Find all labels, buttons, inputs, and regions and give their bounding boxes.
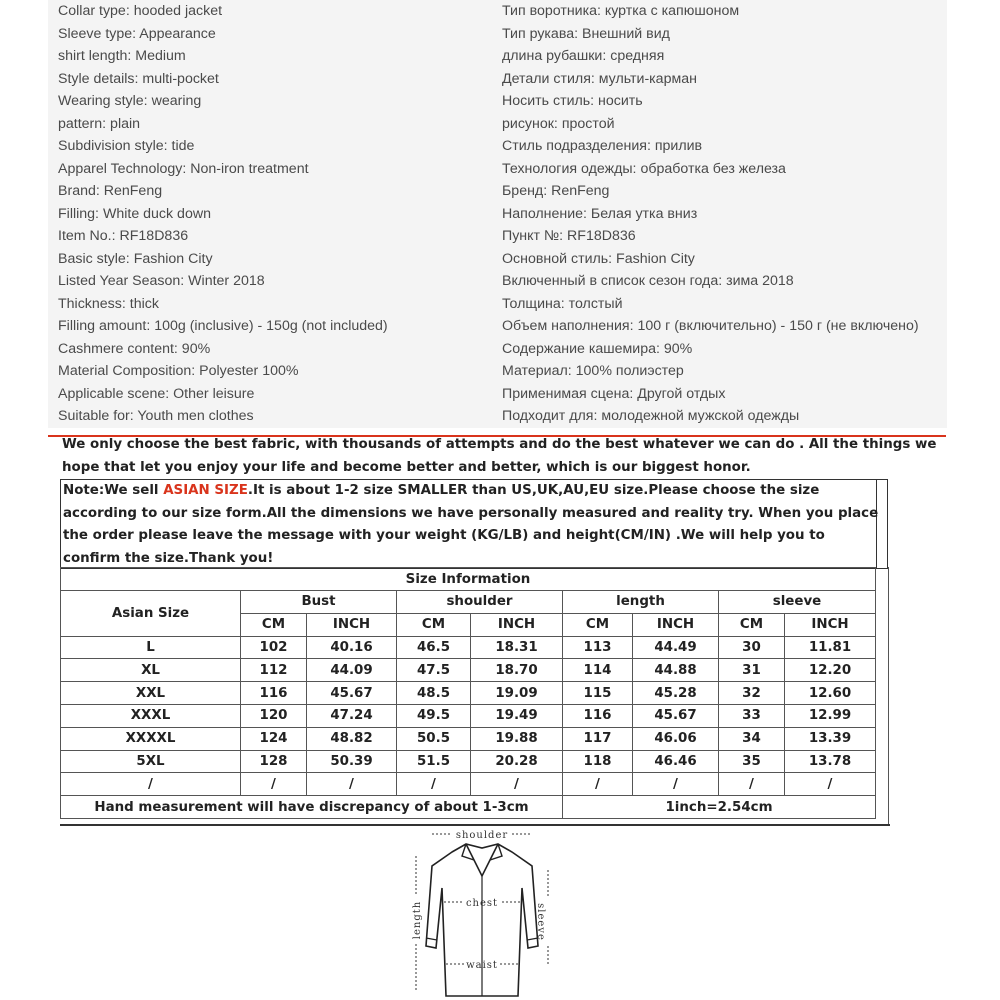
measure-cell: 18.70 xyxy=(471,659,563,682)
measure-cell: / xyxy=(241,773,307,796)
measure-cell: 33 xyxy=(719,704,785,727)
measure-cell: 40.16 xyxy=(307,636,397,659)
unit-header: CM xyxy=(719,613,785,636)
size-information-section xyxy=(60,567,890,826)
size-cell: 5XL xyxy=(61,750,241,773)
spec-row: Тип рукава: Внешний вид xyxy=(502,25,670,42)
spec-row: Thickness: thick xyxy=(58,295,159,312)
spec-row: Стиль подразделения: прилив xyxy=(502,138,703,154)
intro-text: We only choose the best fabric, with thousands of attempts and do the best whatever we can do . All the things we hope that let you enjoy your life and become better and better, which is our biggest honor. xyxy=(62,437,937,475)
spec-row: Детали стиля: мульти-карман xyxy=(502,70,697,87)
spec-row: Толщина: толстый xyxy=(502,295,623,312)
measure-cell: 118 xyxy=(563,750,633,773)
measure-cell: 12.60 xyxy=(785,682,876,705)
measure-cell: 46.5 xyxy=(397,636,471,659)
measure-cell: / xyxy=(719,773,785,796)
unit-header: CM xyxy=(397,613,471,636)
spec-row: Содержание кашемира: 90% xyxy=(502,340,693,357)
spec-row: Cashmere content: 90% xyxy=(58,340,211,357)
table-row xyxy=(61,704,876,727)
measure-cell: 50.5 xyxy=(397,727,471,750)
spec-row: Collar type: hooded jacket xyxy=(58,3,223,19)
spec-row: Wearing style: wearing xyxy=(58,93,202,109)
measure-cell: 50.39 xyxy=(307,750,397,773)
measure-cell: 30 xyxy=(719,636,785,659)
sleeve-label: sleeve xyxy=(535,903,546,941)
unit-header: INCH xyxy=(785,613,876,636)
spec-row: Subdivision style: tide xyxy=(58,138,195,154)
spec-row: Basic style: Fashion City xyxy=(58,250,213,267)
measure-cell: 115 xyxy=(563,682,633,705)
measure-cell: 19.88 xyxy=(471,727,563,750)
size-cell: XL xyxy=(61,659,241,682)
measure-cell: 31 xyxy=(719,659,785,682)
measure-cell: 51.5 xyxy=(397,750,471,773)
measure-cell: 19.49 xyxy=(471,704,563,727)
size-cell: L xyxy=(61,636,241,659)
spec-row: Item No.: RF18D836 xyxy=(58,228,189,244)
table-row xyxy=(61,727,876,750)
table-row xyxy=(61,682,876,705)
asian-size-highlight: ASIAN SIZE xyxy=(163,483,248,498)
spec-row: Включенный в список сезон года: зима 2018 xyxy=(502,273,794,289)
unit-header: INCH xyxy=(633,613,719,636)
measure-cell: 46.06 xyxy=(633,727,719,750)
spec-row: Бренд: RenFeng xyxy=(502,183,610,199)
spec-row: shirt length: Medium xyxy=(58,48,186,64)
spec-row: Пункт №: RF18D836 xyxy=(502,228,636,244)
measure-cell: / xyxy=(307,773,397,796)
spec-row: Материал: 100% полиэстер xyxy=(502,363,684,379)
measure-cell: 113 xyxy=(563,636,633,659)
measure-cell: 20.28 xyxy=(471,750,563,773)
measure-cell: 34 xyxy=(719,727,785,750)
measure-cell: 12.99 xyxy=(785,704,876,727)
spec-row: pattern: plain xyxy=(58,115,141,132)
measure-cell: 35 xyxy=(719,750,785,773)
spec-row: Suitable for: Youth men clothes xyxy=(58,408,254,424)
asian-size-header: Asian Size xyxy=(61,591,241,637)
measure-cell: 45.67 xyxy=(307,682,397,705)
measure-cell: 46.46 xyxy=(633,750,719,773)
measurement-discrepancy-note: Hand measurement will have discrepancy of about 1-3cm xyxy=(61,796,563,819)
measure-cell: 13.78 xyxy=(785,750,876,773)
group-header: sleeve xyxy=(719,591,876,614)
spec-row: Style details: multi-pocket xyxy=(58,70,219,87)
measure-cell: 112 xyxy=(241,659,307,682)
spec-row: Тип воротника: куртка с капюшоном xyxy=(502,3,740,19)
measure-cell: 45.67 xyxy=(633,704,719,727)
measure-cell: 116 xyxy=(241,682,307,705)
length-label: length xyxy=(412,900,423,940)
size-cell: / xyxy=(61,773,241,796)
measure-cell: / xyxy=(785,773,876,796)
table-row xyxy=(61,773,876,796)
inch-conversion-note: 1inch=2.54cm xyxy=(563,796,876,819)
measure-cell: / xyxy=(633,773,719,796)
unit-header: CM xyxy=(241,613,307,636)
measure-cell: 48.5 xyxy=(397,682,471,705)
table-row xyxy=(61,659,876,682)
spec-list-english xyxy=(58,0,388,428)
measure-cell: 13.39 xyxy=(785,727,876,750)
note-suffix: .It is about 1-2 size SMALLER than US,UK,AU,EU size.Please choose the size according to our size form.All the dimensions we have personally measured and reality try. When you place the order please leave the message with your weight (KG/LB) and height(CM/IN) .We will help you to confirm the size.Thank you! xyxy=(63,483,879,566)
measure-cell: 44.09 xyxy=(307,659,397,682)
spec-row: Listed Year Season: Winter 2018 xyxy=(58,273,265,289)
measure-cell: / xyxy=(471,773,563,796)
measure-cell: / xyxy=(397,773,471,796)
table-footer-row xyxy=(61,796,876,819)
chest-label: chest xyxy=(465,898,499,909)
spec-row: рисунок: простой xyxy=(502,115,615,132)
measure-cell: 47.5 xyxy=(397,659,471,682)
measure-cell: 128 xyxy=(241,750,307,773)
group-header: length xyxy=(563,591,719,614)
group-header: Bust xyxy=(241,591,397,614)
spec-row: Носить стиль: носить xyxy=(502,93,643,109)
spec-row: Filling: White duck down xyxy=(58,205,211,222)
spec-row: Применимая сцена: Другой отдых xyxy=(502,385,726,402)
measure-cell: 11.81 xyxy=(785,636,876,659)
size-table-title: Size Information xyxy=(61,568,876,591)
spec-row: Наполнение: Белая утка вниз xyxy=(502,205,698,222)
measure-cell: 47.24 xyxy=(307,704,397,727)
measure-cell: 18.31 xyxy=(471,636,563,659)
table-row xyxy=(61,750,876,773)
measure-cell: 102 xyxy=(241,636,307,659)
measure-cell: 44.88 xyxy=(633,659,719,682)
spec-row: длина рубашки: средняя xyxy=(502,48,665,64)
measure-cell: 19.09 xyxy=(471,682,563,705)
measure-cell: 116 xyxy=(563,704,633,727)
spec-row: Filling amount: 100g (inclusive) - 150g (not included) xyxy=(58,318,388,334)
spec-row: Подходит для: молодежной мужской одежды xyxy=(502,408,800,424)
spec-row: Apparel Technology: Non-iron treatment xyxy=(58,160,309,177)
measure-cell: 49.5 xyxy=(397,704,471,727)
size-note-box xyxy=(60,479,888,569)
spec-row: Material Composition: Polyester 100% xyxy=(58,363,299,379)
size-cell: XXXXL xyxy=(61,727,241,750)
group-header: shoulder xyxy=(397,591,563,614)
shoulder-label: shoulder xyxy=(455,830,509,841)
spec-row: Основной стиль: Fashion City xyxy=(502,250,695,267)
measure-cell: 44.49 xyxy=(633,636,719,659)
measure-cell: 114 xyxy=(563,659,633,682)
unit-header: INCH xyxy=(471,613,563,636)
measure-cell: 48.82 xyxy=(307,727,397,750)
note-prefix: Note:We sell xyxy=(63,483,164,498)
table-header-row xyxy=(61,591,876,614)
shirt-measurement-diagram xyxy=(404,826,562,1000)
unit-header: CM xyxy=(563,613,633,636)
measure-cell: / xyxy=(563,773,633,796)
size-cell: XXL xyxy=(61,682,241,705)
size-table xyxy=(60,567,876,819)
waist-label: waist xyxy=(466,960,498,971)
measure-cell: 120 xyxy=(241,704,307,727)
spec-row: Объем наполнения: 100 г (включительно) - 150 г (не включено) xyxy=(502,318,919,334)
measure-cell: 124 xyxy=(241,727,307,750)
measure-cell: 12.20 xyxy=(785,659,876,682)
spec-row: Технология одежды: обработка без железа xyxy=(502,160,786,177)
spec-row: Brand: RenFeng xyxy=(58,183,163,199)
measure-cell: 32 xyxy=(719,682,785,705)
spec-row: Sleeve type: Appearance xyxy=(58,25,216,42)
size-note xyxy=(63,480,883,570)
table-title-row xyxy=(61,568,876,591)
measure-cell: 45.28 xyxy=(633,682,719,705)
spec-panel xyxy=(48,0,947,428)
spec-list-russian xyxy=(502,0,919,428)
size-cell: XXXL xyxy=(61,704,241,727)
spec-row: Applicable scene: Other leisure xyxy=(58,385,255,402)
unit-header: INCH xyxy=(307,613,397,636)
measure-cell: 117 xyxy=(563,727,633,750)
table-row xyxy=(61,636,876,659)
